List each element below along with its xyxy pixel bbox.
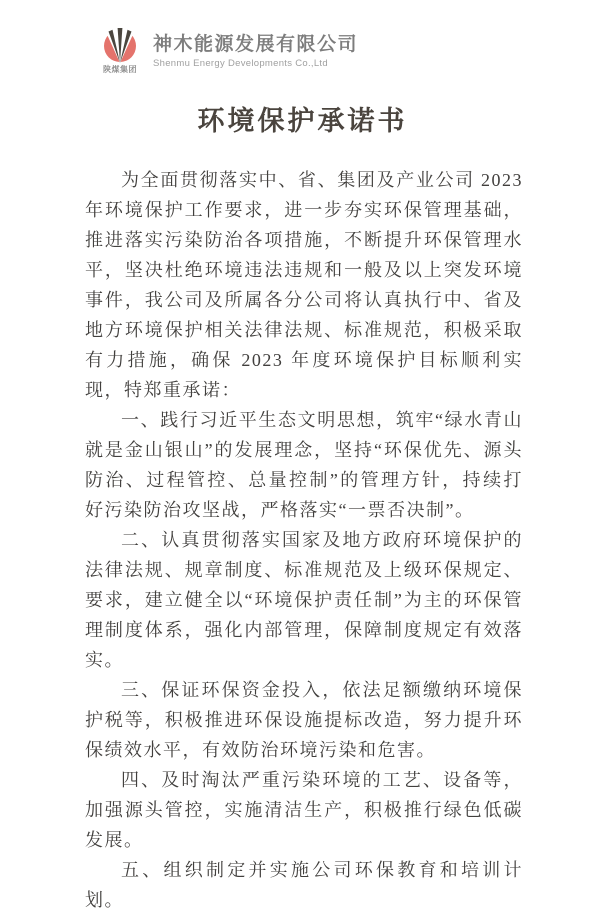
shenmu-fan-logo-icon (98, 28, 142, 66)
company-name-zh: 神木能源发展有限公司 (153, 34, 359, 55)
paragraph-item-5: 五、组织制定并实施公司环保教育和培训计划。 (85, 860, 523, 910)
document-title: 环境保护承诺书 (197, 106, 408, 136)
document-body (85, 165, 523, 915)
paragraph-item-2: 二、认真贯彻落实国家及地方政府环境保护的法律法规、规章制度、标准规范及上级环保规定、要求，建立健全以“环境保护责任制”为主的环保管理制度体系，强化内部管理，保障制度规定有效落实。 (85, 530, 523, 670)
paragraph-item-1: 一、践行习近平生态文明思想，筑牢“绿水青山就是金山银山”的发展理念，坚持“环保优先、源头防治、过程管控、总量控制”的管理方针，持续打好污染防治攻坚战，严格落实“一票否决制”。 (85, 410, 523, 520)
company-name-en: Shenmu Energy Developments Co.,Ltd (153, 58, 328, 69)
company-letterhead (96, 28, 358, 75)
group-label: 陕煤集团 (103, 65, 137, 74)
logo-block (96, 28, 144, 75)
paragraph-intro: 为全面贯彻落实中、省、集团及产业公司 2023 年环境保护工作要求，进一步夯实环保管理基础，推进落实污染防治各项措施，不断提升环保管理水平，坚决杜绝环境违法违规和一般及以上突发环境事件，我公司及所属各分公司将认真执行中、省及地方环境保护相关法律法规、标准规范，积极采取有力措施，确保 2023 年度环境保护目标顺利实现，特郑重承诺： (85, 170, 523, 400)
company-name-block (153, 28, 358, 70)
paragraph-item-4: 四、及时淘汰严重污染环境的工艺、设备等，加强源头管控，实施清洁生产，积极推行绿色低碳发展。 (85, 770, 523, 850)
paragraph-item-3: 三、保证环保资金投入，依法足额缴纳环境保护税等，积极推进环保设施提标改造，努力提升环保绩效水平，有效防治环境污染和危害。 (85, 680, 523, 760)
